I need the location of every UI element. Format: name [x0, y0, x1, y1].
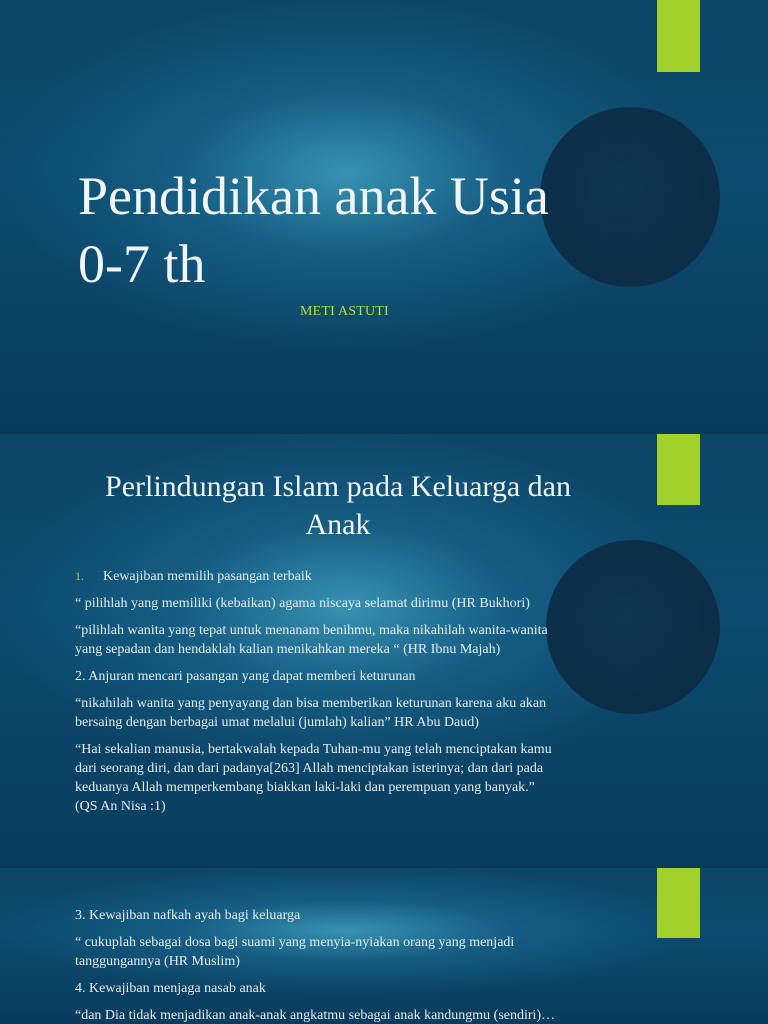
paragraph: “dan Dia tidak menjadikan anak-anak angkatmu sebagai anak kandungmu (sendiri)… — [75, 1008, 556, 1023]
paragraph: “nikahilah wanita yang penyayang dan bisa memberikan keturunan karena aku akan bersaing dengan berbagai umat melalui (jumlah) kalian” HR Abu Daud) — [75, 696, 547, 730]
paragraph: 3. Kewajiban nafkah ayah bagi keluarga — [75, 908, 301, 923]
list-item — [75, 567, 635, 586]
slide-title: Pendidikan anak Usia 0-7 th — [78, 166, 549, 294]
accent-bar — [657, 0, 700, 72]
paragraph: 4. Kewajiban menjaga nasab anak — [75, 981, 266, 996]
accent-bar — [657, 434, 700, 505]
paragraph: “ cukuplah sebagai dosa bagi suami yang menyia-nyiakan orang yang menjadi tanggungannya (HR Muslim) — [75, 935, 515, 969]
slide-body — [75, 906, 635, 1024]
list-number: 1. — [75, 569, 84, 583]
paragraph: “pilihlah wanita yang tepat untuk menanam benihmu, maka nikahilah wanita-wanita yang sepadan dan hendaklah kalian menikahkan mereka “ (HR Ibnu Majah) — [75, 623, 548, 657]
slide-1 — [0, 0, 768, 432]
paragraph: 2. Anjuran mencari pasangan yang dapat memberi keturunan — [75, 669, 416, 684]
slide-3 — [0, 868, 768, 1024]
paragraph: “ pilihlah yang memiliki (kebaikan) agama niscaya selamat dirimu (HR Bukhori) — [75, 596, 530, 611]
paragraph: “Hai sekalian manusia, bertakwalah kepada Tuhan-mu yang telah menciptakan kamu dari seorang diri, dan dari padanya[263] Allah menciptakan isterinya; dan dari pada keduanya Allah memperkembang biakkan laki-laki dan perempuan yang banyak.” (QS An Nisa :1) — [75, 742, 552, 814]
accent-bar — [657, 868, 700, 938]
list-item-text: Kewajiban memilih pasangan terbaik — [103, 569, 312, 584]
slide-body — [75, 567, 635, 824]
author-name: METI ASTUTI — [300, 304, 389, 319]
slide-2 — [0, 434, 768, 866]
slide-title: Perlindungan Islam pada Keluarga dan Anak — [105, 470, 571, 541]
